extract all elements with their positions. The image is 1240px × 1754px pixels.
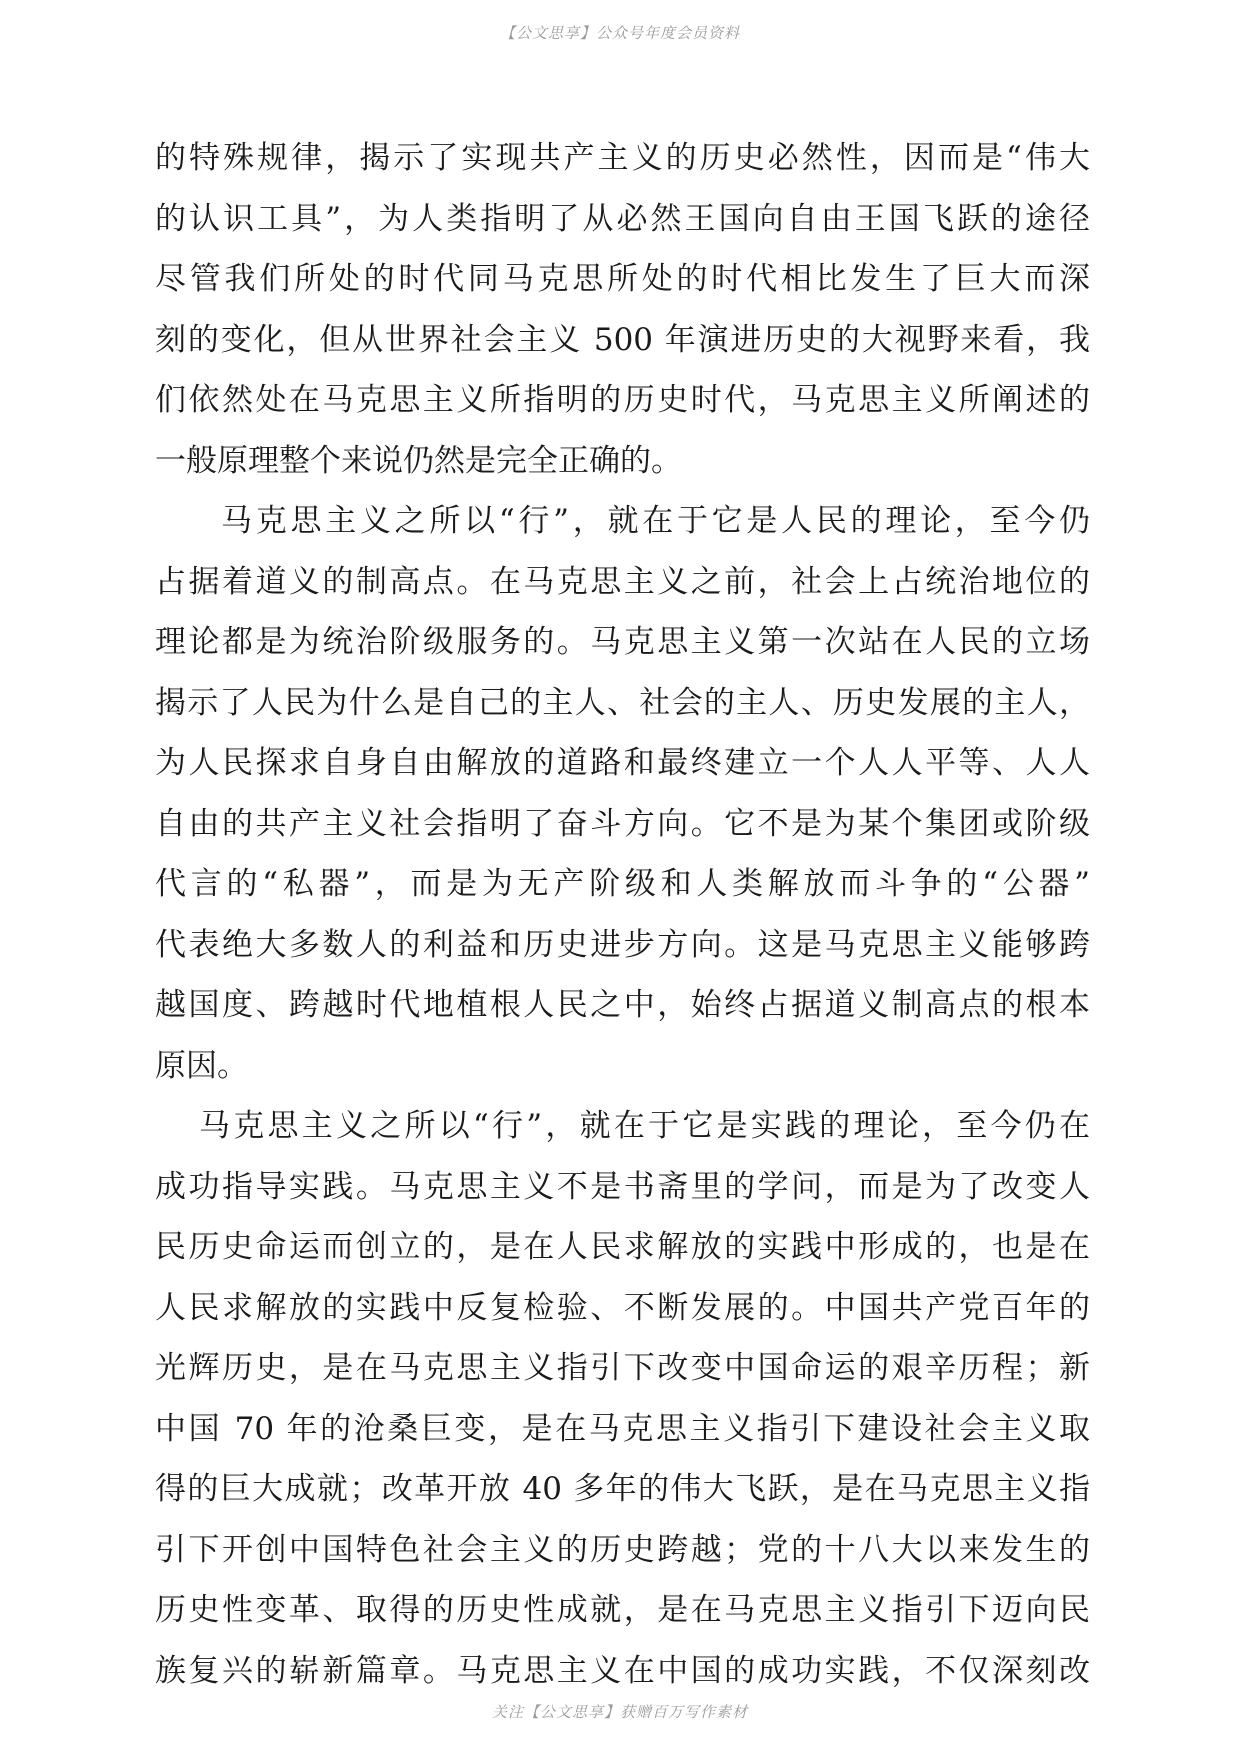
text-line: 历史性变革、取得的历史性成就，是在马克思主义指引下迈向民 [155,1592,1090,1628]
text-line: 原因。 [155,1047,248,1084]
text-line: 成功指导实践。马克思主义不是书斋里的学问，而是为了改变人 [155,1168,1090,1205]
paragraph-2 [155,491,1090,1096]
document-body [155,128,1090,1701]
text-line: 越国度、跨越时代地植根人民之中，始终占据道义制高点的根本 [155,987,1090,1023]
text-line: 马克思主义之所以“行”，就在于它是实践的理论，至今仍在 [199,1108,1090,1144]
text-line: 为人民探求自身自由解放的道路和最终建立一个人人平等、人人 [155,745,1090,781]
text-line: 刻的变化，但从世界社会主义 500 年演进历史的大视野来看，我 [155,321,1090,358]
text-line: 尽管我们所处的时代同马克思所处的时代相比发生了巨大而深 [155,261,1090,297]
text-line: 理论都是为统治阶级服务的。马克思主义第一次站在人民的立场 [155,624,1090,660]
text-line: 人民求解放的实践中反复检验、不断发展的。中国共产党百年的 [155,1289,1090,1326]
page-header: 【公文思享】公众号年度会员资料 [499,24,740,42]
paragraph-1 [155,128,1090,491]
text-line: 马克思主义之所以“行”，就在于它是人民的理论，至今仍 [221,503,1090,539]
text-line: 的认识工具”，为人类指明了从必然王国向自由王国飞跃的途径 [155,200,1090,237]
text-line: 们依然处在马克思主义所指明的历史时代，马克思主义所阐述的 [155,382,1090,418]
text-line: 得的巨大成就；改革开放 40 多年的伟大飞跃，是在马克思主义指 [155,1471,1090,1507]
text-line: 族复兴的崭新篇章。马克思主义在中国的成功实践，不仅深刻改 [155,1652,1090,1689]
text-line: 代言的“私器”，而是为无产阶级和人类解放而斗争的“公器” [155,866,1090,902]
text-line: 代表绝大多数人的利益和历史进步方向。这是马克思主义能够跨 [155,926,1090,963]
text-line: 民历史命运而创立的，是在人民求解放的实践中形成的，也是在 [155,1229,1090,1265]
text-line: 中国 70 年的沧桑巨变，是在马克思主义指引下建设社会主义取 [155,1410,1090,1447]
page-footer: 关注【公文思享】获赠百万写作素材 [491,1703,748,1721]
text-line: 的特殊规律，揭示了实现共产主义的历史必然性，因而是“伟大 [155,140,1090,176]
text-line: 光辉历史，是在马克思主义指引下改变中国命运的艰辛历程；新 [155,1350,1090,1386]
paragraph-3 [155,1096,1090,1701]
text-line: 自由的共产主义社会指明了奋斗方向。它不是为某个集团或阶级 [155,805,1090,842]
text-line: 引下开创中国特色社会主义的历史跨越；党的十八大以来发生的 [155,1531,1090,1568]
text-line: 占据着道义的制高点。在马克思主义之前，社会上占统治地位的 [155,563,1090,600]
text-line: 一般原理整个来说仍然是完全正确的。 [155,442,682,479]
text-line: 揭示了人民为什么是自己的主人、社会的主人、历史发展的主人， [155,684,1090,721]
